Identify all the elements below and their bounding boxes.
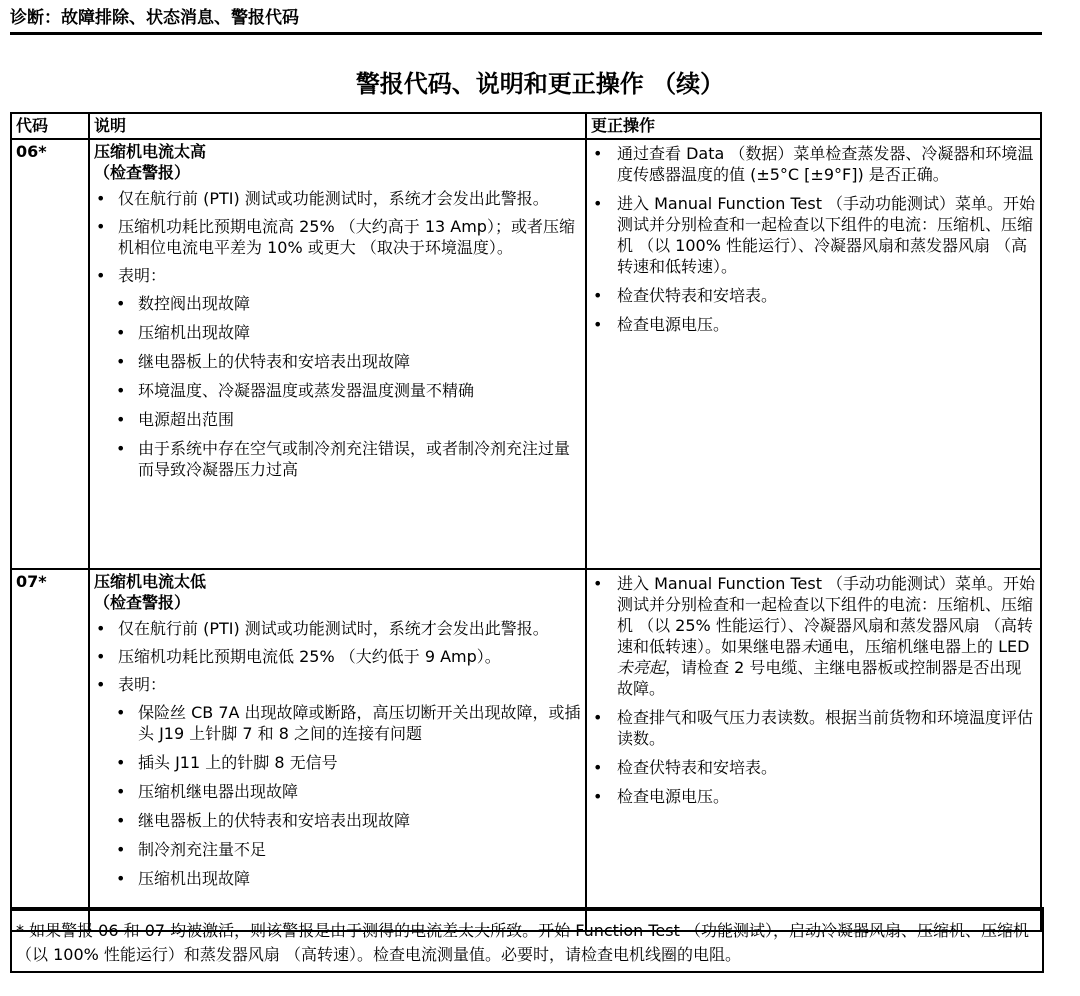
sub-list-item: • 压缩机出现故障: [114, 322, 581, 343]
column-header-description: 说明: [89, 113, 586, 139]
table-header-row: [11, 113, 1041, 139]
sub-list-item: • 插头 J11 上的针脚 8 无信号: [114, 752, 581, 773]
action-text-part: 通电，压缩机继电器上的 LED: [817, 637, 1030, 656]
alarm-code-table: [10, 112, 1042, 932]
alarm-title: 压缩机电流太低: [94, 572, 207, 591]
alarm-description: [89, 569, 586, 931]
corrective-action: [586, 139, 1041, 569]
sub-list-item: • 环境温度、冷凝器温度或蒸发器温度测量不精确: [114, 380, 581, 401]
list-item-label: 表明：: [118, 266, 167, 285]
list-item: • 检查排气和吸气压力表读数。根据当前货物和环境温度评估读数。: [591, 707, 1036, 749]
sub-list-item: • 继电器板上的伏特表和安培表出现故障: [114, 351, 581, 372]
alarm-type: （检查警报）: [94, 593, 191, 612]
list-item: [94, 265, 581, 480]
list-item: [94, 674, 581, 889]
list-item: • 压缩机功耗比预期电流高 25% （大约高于 13 Amp）；或者压缩机相位电流电平差为 10% 或更大 （取决于环境温度）。: [94, 216, 581, 258]
alarm-code: 07*: [11, 569, 89, 931]
sub-list-item: • 保险丝 CB 7A 出现故障或断路，高压切断开关出现故障，或插头 J19 上针脚 7 和 8 之间的连接有问题: [114, 702, 581, 744]
corrective-action: [586, 569, 1041, 931]
list-item: [591, 573, 1036, 699]
action-text-emphasis: 未亮起: [617, 658, 666, 677]
action-text-part: ，请检查 2 号电缆、主继电器板或控制器是否出现故障。: [617, 658, 1022, 698]
footnote: * 如果警报 06 和 07 均被激活，则该警报是由于测得的电流差太大所致。开始 Function Test （功能测试），启动冷凝器风扇、压缩机、压缩机 （以 100% 性能运行）和蒸发器风扇 （高转速）。检查电流测量值。必要时，请检查电机线圈的电阻。: [10, 907, 1044, 973]
list-item: • 检查电源电压。: [591, 314, 1036, 335]
column-header-action: 更正操作: [586, 113, 1041, 139]
table-row: [11, 139, 1041, 569]
sub-list-item: • 电源超出范围: [114, 409, 581, 430]
list-item: • 通过查看 Data （数据）菜单检查蒸发器、冷凝器和环境温度传感器温度的值 (±5°C [±9°F]) 是否正确。: [591, 143, 1036, 185]
sub-list-item: • 压缩机出现故障: [114, 868, 581, 889]
table-row: [11, 569, 1041, 931]
action-text-part: 进入 Manual Function Test （手动功能测试）菜单。开始测试并分别检查和一起检查以下组件的电流：压缩机、压缩机 （以 25% 性能运行）、冷凝器风扇和蒸发器风扇 （高转速和低转速）。如果继电器: [617, 574, 1036, 656]
sub-list-item: • 继电器板上的伏特表和安培表出现故障: [114, 810, 581, 831]
column-header-code: 代码: [11, 113, 89, 139]
sub-list-item: • 制冷剂充注量不足: [114, 839, 581, 860]
alarm-description: [89, 139, 586, 569]
alarm-title: 压缩机电流太高: [94, 142, 207, 161]
alarm-type: （检查警报）: [94, 163, 191, 182]
list-item-label: 表明：: [118, 675, 167, 694]
sub-list-item: • 由于系统中存在空气或制冷剂充注错误，或者制冷剂充注过量而导致冷凝器压力过高: [114, 438, 581, 480]
list-item: • 仅在航行前 (PTI) 测试或功能测试时，系统才会发出此警报。: [94, 188, 581, 209]
list-item: • 进入 Manual Function Test （手动功能测试）菜单。开始测试并分别检查和一起检查以下组件的电流：压缩机、压缩机 （以 100% 性能运行）、冷凝器风扇和蒸发器风扇 （高转速和低转速）。: [591, 193, 1036, 277]
page-header: 诊断：故障排除、状态消息、警报代码: [10, 6, 1042, 35]
list-item: • 压缩机功耗比预期电流低 25% （大约低于 9 Amp）。: [94, 646, 581, 667]
sub-list-item: • 压缩机继电器出现故障: [114, 781, 581, 802]
list-item: • 检查伏特表和安培表。: [591, 285, 1036, 306]
sub-list-item: • 数控阀出现故障: [114, 293, 581, 314]
list-item: • 检查电源电压。: [591, 786, 1036, 807]
page-title: 警报代码、说明和更正操作 （续）: [355, 70, 725, 98]
list-item: • 仅在航行前 (PTI) 测试或功能测试时，系统才会发出此警报。: [94, 618, 581, 639]
action-text-emphasis: 未: [801, 637, 818, 656]
alarm-code: 06*: [11, 139, 89, 569]
list-item: • 检查伏特表和安培表。: [591, 757, 1036, 778]
